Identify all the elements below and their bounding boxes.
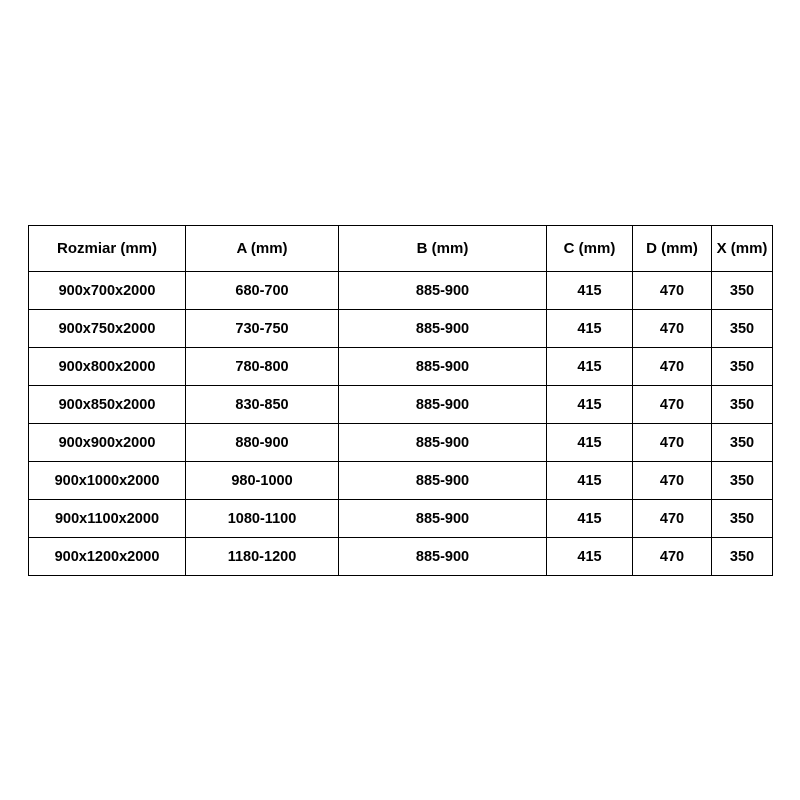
specification-table-container (28, 225, 772, 576)
cell-d: 470 (633, 538, 712, 576)
cell-x: 350 (712, 310, 773, 348)
specification-table (28, 225, 773, 576)
cell-d: 470 (633, 500, 712, 538)
column-header-b: B (mm) (339, 226, 547, 272)
cell-c: 415 (547, 272, 633, 310)
cell-a: 680-700 (186, 272, 339, 310)
cell-a: 780-800 (186, 348, 339, 386)
cell-b: 885-900 (339, 348, 547, 386)
column-header-x: X (mm) (712, 226, 773, 272)
table-row (29, 538, 773, 576)
column-header-d: D (mm) (633, 226, 712, 272)
cell-a: 730-750 (186, 310, 339, 348)
cell-a: 880-900 (186, 424, 339, 462)
column-header-a: A (mm) (186, 226, 339, 272)
cell-c: 415 (547, 500, 633, 538)
cell-b: 885-900 (339, 272, 547, 310)
cell-b: 885-900 (339, 386, 547, 424)
cell-d: 470 (633, 348, 712, 386)
cell-b: 885-900 (339, 538, 547, 576)
cell-c: 415 (547, 462, 633, 500)
cell-c: 415 (547, 424, 633, 462)
cell-rozmiar: 900x750x2000 (29, 310, 186, 348)
cell-x: 350 (712, 386, 773, 424)
cell-b: 885-900 (339, 500, 547, 538)
cell-a: 1080-1100 (186, 500, 339, 538)
cell-rozmiar: 900x800x2000 (29, 348, 186, 386)
cell-b: 885-900 (339, 424, 547, 462)
cell-c: 415 (547, 310, 633, 348)
table-row (29, 386, 773, 424)
cell-rozmiar: 900x1000x2000 (29, 462, 186, 500)
table-row (29, 424, 773, 462)
cell-d: 470 (633, 310, 712, 348)
cell-x: 350 (712, 424, 773, 462)
cell-rozmiar: 900x900x2000 (29, 424, 186, 462)
table-row (29, 272, 773, 310)
cell-x: 350 (712, 538, 773, 576)
cell-d: 470 (633, 272, 712, 310)
table-row (29, 348, 773, 386)
cell-x: 350 (712, 348, 773, 386)
cell-c: 415 (547, 348, 633, 386)
cell-a: 830-850 (186, 386, 339, 424)
cell-b: 885-900 (339, 462, 547, 500)
cell-rozmiar: 900x700x2000 (29, 272, 186, 310)
table-header (29, 226, 773, 272)
table-header-row (29, 226, 773, 272)
table-body (29, 272, 773, 576)
cell-rozmiar: 900x850x2000 (29, 386, 186, 424)
table-row (29, 500, 773, 538)
cell-d: 470 (633, 386, 712, 424)
cell-d: 470 (633, 424, 712, 462)
cell-a: 980-1000 (186, 462, 339, 500)
cell-x: 350 (712, 272, 773, 310)
cell-x: 350 (712, 500, 773, 538)
cell-rozmiar: 900x1100x2000 (29, 500, 186, 538)
cell-c: 415 (547, 538, 633, 576)
table-row (29, 462, 773, 500)
cell-x: 350 (712, 462, 773, 500)
table-row (29, 310, 773, 348)
cell-c: 415 (547, 386, 633, 424)
column-header-rozmiar: Rozmiar (mm) (29, 226, 186, 272)
column-header-c: C (mm) (547, 226, 633, 272)
cell-b: 885-900 (339, 310, 547, 348)
cell-a: 1180-1200 (186, 538, 339, 576)
cell-d: 470 (633, 462, 712, 500)
cell-rozmiar: 900x1200x2000 (29, 538, 186, 576)
